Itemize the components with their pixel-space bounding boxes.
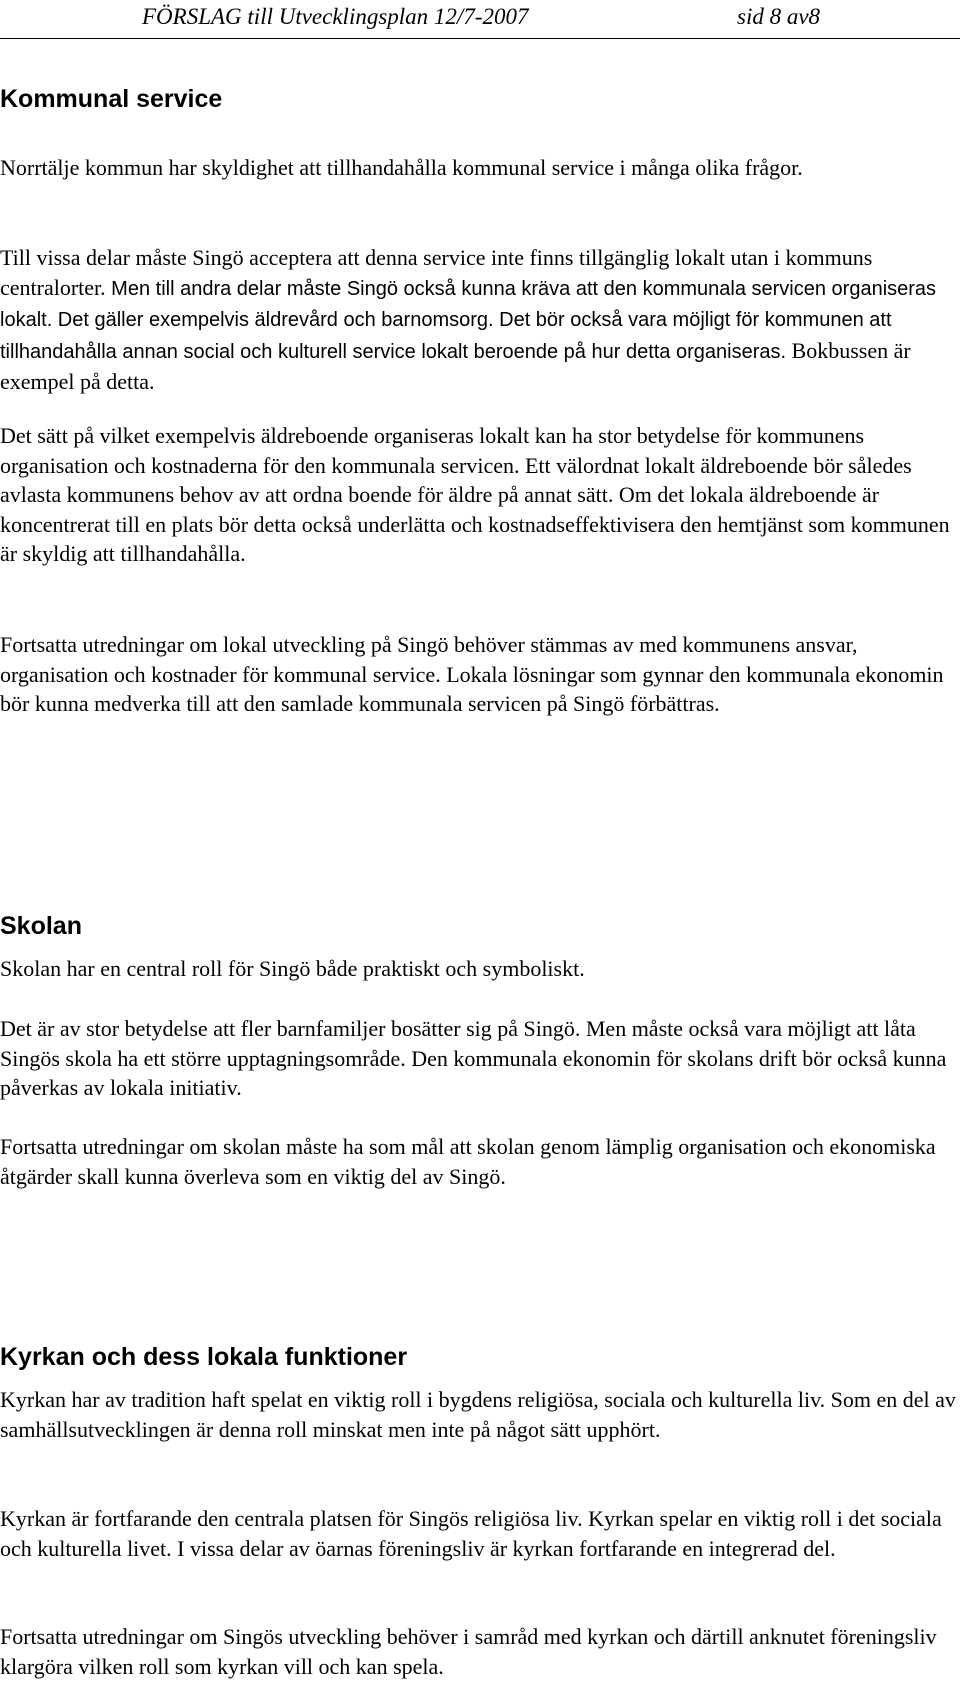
paragraph: Kyrkan är fortfarande den centrala platsen för Singös religiösa liv. Kyrkan spelar en viktig roll i det sociala och kulturella livet. I vissa delar av öarnas föreningsliv är kyrkan fortfarande en integrerad del.: [0, 1506, 942, 1561]
paragraph: Norrtälje kommun har skyldighet att tillhandahålla kommunal service i många olika frågor.: [0, 155, 803, 180]
page-number: sid 8 av8: [737, 4, 821, 29]
document-title: FÖRSLAG till Utvecklingsplan 12/7-2007: [142, 4, 529, 29]
paragraph: Fortsatta utredningar om lokal utveckling på Singö behöver stämmas av med kommunens ansvar, organisation och kostnader för kommunal service. Lokala lösningar som gynnar den kommunala ekonomin bör kunna medverka till att den samlade kommunala servicen på Singö förbättras.: [0, 632, 944, 716]
paragraph: Fortsatta utredningar om Singös utveckling behöver i samråd med kyrkan och därtill anknutet föreningsliv klargöra vilken roll som kyrkan vill och kan spela.: [0, 1624, 937, 1679]
paragraph: Skolan har en central roll för Singö både praktiskt och symboliskt.: [0, 956, 585, 981]
section-heading-skolan: Skolan: [0, 912, 82, 940]
paragraph: Fortsatta utredningar om skolan måste ha som mål att skolan genom lämplig organisation och ekonomiska åtgärder skall kunna överleva som en viktig del av Singö.: [0, 1134, 936, 1189]
paragraph-text: Till vissa delar måste Singö acceptera att denna service inte finns tillgänglig lokalt utan i kommuns centralorter.: [0, 245, 873, 300]
paragraph-text: Bokbussen är exempel på detta.: [0, 337, 911, 394]
paragraph-text: Men till andra delar måste Singö också kunna kräva att den kommunala servicen organiseras lokalt. Det gäller exempelvis äldrevård och barnomsorg. Det bör också vara möjligt för kommunen att tillhandahålla annan social och kulturell service lokalt beroende på hur detta organiseras.: [0, 277, 937, 363]
paragraph: Det är av stor betydelse att fler barnfamiljer bosätter sig på Singö. Men måste också vara möjligt att låta Singös skola ha ett större upptagningsområde. Den kommunala ekonomin för skolans drift bör också kunna påverkas av lokala initiativ.: [0, 1016, 947, 1100]
section-heading-kyrkan: Kyrkan och dess lokala funktioner: [0, 1343, 408, 1371]
section-heading-kommunal-service: Kommunal service: [0, 85, 223, 113]
header-divider: [0, 38, 960, 39]
paragraph: Det sätt på vilket exempelvis äldreboende organiseras lokalt kan ha stor betydelse för kommunens organisation och kostnaderna för den kommunala servicen. Ett välordnat lokalt äldreboende bör således avlasta kommunens behov av att ordna boende för äldre på annat sätt. Om det lokala äldreboende är koncentrerat till en plats bör detta också underlätta och kostnadseffektivisera den hemtjänst som kommunen är skyldig att tillhandahålla.: [0, 423, 950, 566]
paragraph: [0, 243, 958, 397]
page-header: [0, 0, 960, 42]
paragraph: Kyrkan har av tradition haft spelat en viktig roll i bygdens religiösa, sociala och kulturella liv. Som en del av samhällsutvecklingen är denna roll minskat men inte på något sätt upphört.: [0, 1387, 956, 1442]
